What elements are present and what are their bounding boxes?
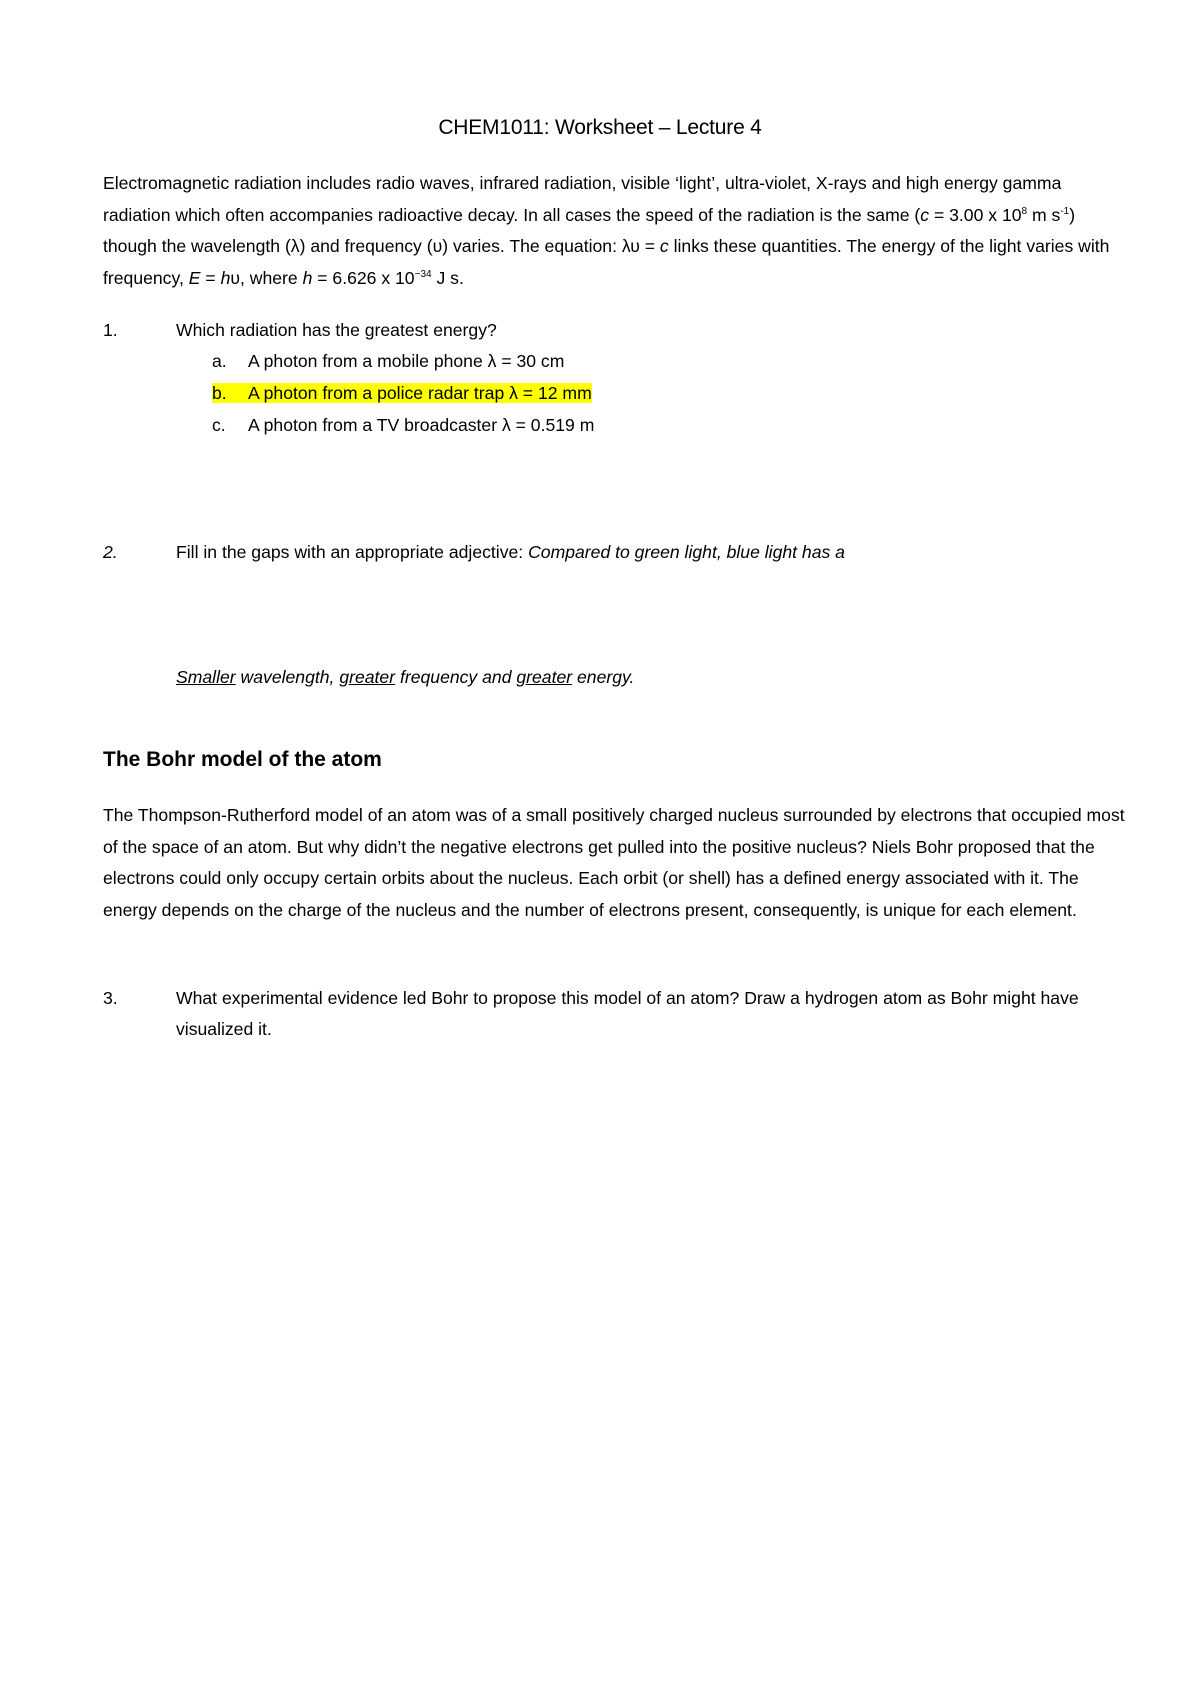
intro-text-1: Electromagnetic radiation includes radio waves, infrared radiation, visible ‘light’, ultra-violet, X-rays and high energy gamma radiation which often accompanies radioactive decay. In all cases the speed of the radiation is the same ( — [103, 173, 1062, 225]
question-2-answer — [176, 662, 634, 693]
exponent-neg34: −34 — [414, 268, 432, 280]
intro-text-3: m s — [1027, 204, 1061, 225]
question-1-text: Which radiation has the greatest energy? — [176, 320, 497, 340]
question-2-text — [176, 537, 1133, 568]
bohr-paragraph: The Thompson-Rutherford model of an atom was of a small positively charged nucleus surrounded by electrons that occupied most of the space of an atom. But why didn’t the negative electrons get pulled into the positive nucleus? Niels Bohr proposed that the electrons could only occupy certain orbits about the nucleus. Each orbit (or shell) has a defined energy associated with it. The energy depends on the charge of the nucleus and the number of electrons present, consequently, is unique for each element. — [103, 805, 1125, 920]
question-2-number: 2. — [103, 542, 118, 562]
speed-of-light-symbol-2: c — [659, 236, 669, 256]
question-3-number: 3. — [103, 988, 118, 1008]
intro-text-7: υ, where — [230, 267, 303, 288]
question-3 — [103, 983, 1133, 1045]
question-2 — [103, 537, 1133, 568]
intro-text-9: J s. — [431, 267, 464, 288]
option-text: A photon from a TV broadcaster λ = 0.519 m — [248, 415, 595, 435]
intro-paragraph — [103, 168, 1133, 294]
question-2-prompt: Compared to green light, blue light has a — [528, 542, 845, 562]
question-1-option-a — [212, 346, 564, 377]
bohr-section-heading: The Bohr model of the atom — [103, 748, 382, 771]
intro-text-6: = — [200, 267, 221, 288]
planck-symbol: h — [220, 267, 231, 288]
intro-text-4: ) though the wavelength (λ) and frequency (υ) varies. The equation: λυ = — [103, 204, 1076, 256]
exponent-neg1: -1 — [1060, 205, 1070, 217]
speed-of-light-symbol: c — [920, 204, 930, 225]
exponent-8: 8 — [1021, 205, 1028, 217]
answer-word-2: greater — [339, 667, 396, 687]
option-text: A photon from a mobile phone λ = 30 cm — [248, 351, 565, 371]
option-letter: a. — [212, 351, 227, 371]
question-1-option-c — [212, 410, 594, 441]
intro-text-5: links these quantities. The energy of the light varies with frequency, — [103, 236, 1110, 288]
answer-text-1: wavelength, — [235, 667, 340, 687]
question-2-instruction: Fill in the gaps with an appropriate adjective: — [176, 542, 529, 562]
option-letter: c. — [212, 415, 226, 435]
energy-symbol: E — [188, 267, 201, 288]
answer-text-2: frequency and — [395, 667, 517, 687]
option-letter: b. — [212, 383, 227, 403]
intro-text-2: = 3.00 x 10 — [929, 204, 1022, 225]
answer-word-1: Smaller — [176, 667, 236, 687]
planck-symbol-2: h — [302, 267, 313, 288]
answer-text-3: energy. — [572, 667, 635, 687]
question-3-text: What experimental evidence led Bohr to propose this model of an atom? Draw a hydrogen atom as Bohr might have visualized it. — [176, 988, 1079, 1039]
answer-word-3: greater — [516, 667, 573, 687]
question-1-number: 1. — [103, 320, 118, 340]
question-1-option-b — [212, 378, 592, 409]
question-1 — [103, 315, 1133, 346]
worksheet-title: CHEM1011: Worksheet – Lecture 4 — [438, 116, 762, 139]
option-text-highlighted: A photon from a police radar trap λ = 12 mm — [248, 383, 592, 403]
intro-text-8: = 6.626 x 10 — [312, 267, 415, 288]
